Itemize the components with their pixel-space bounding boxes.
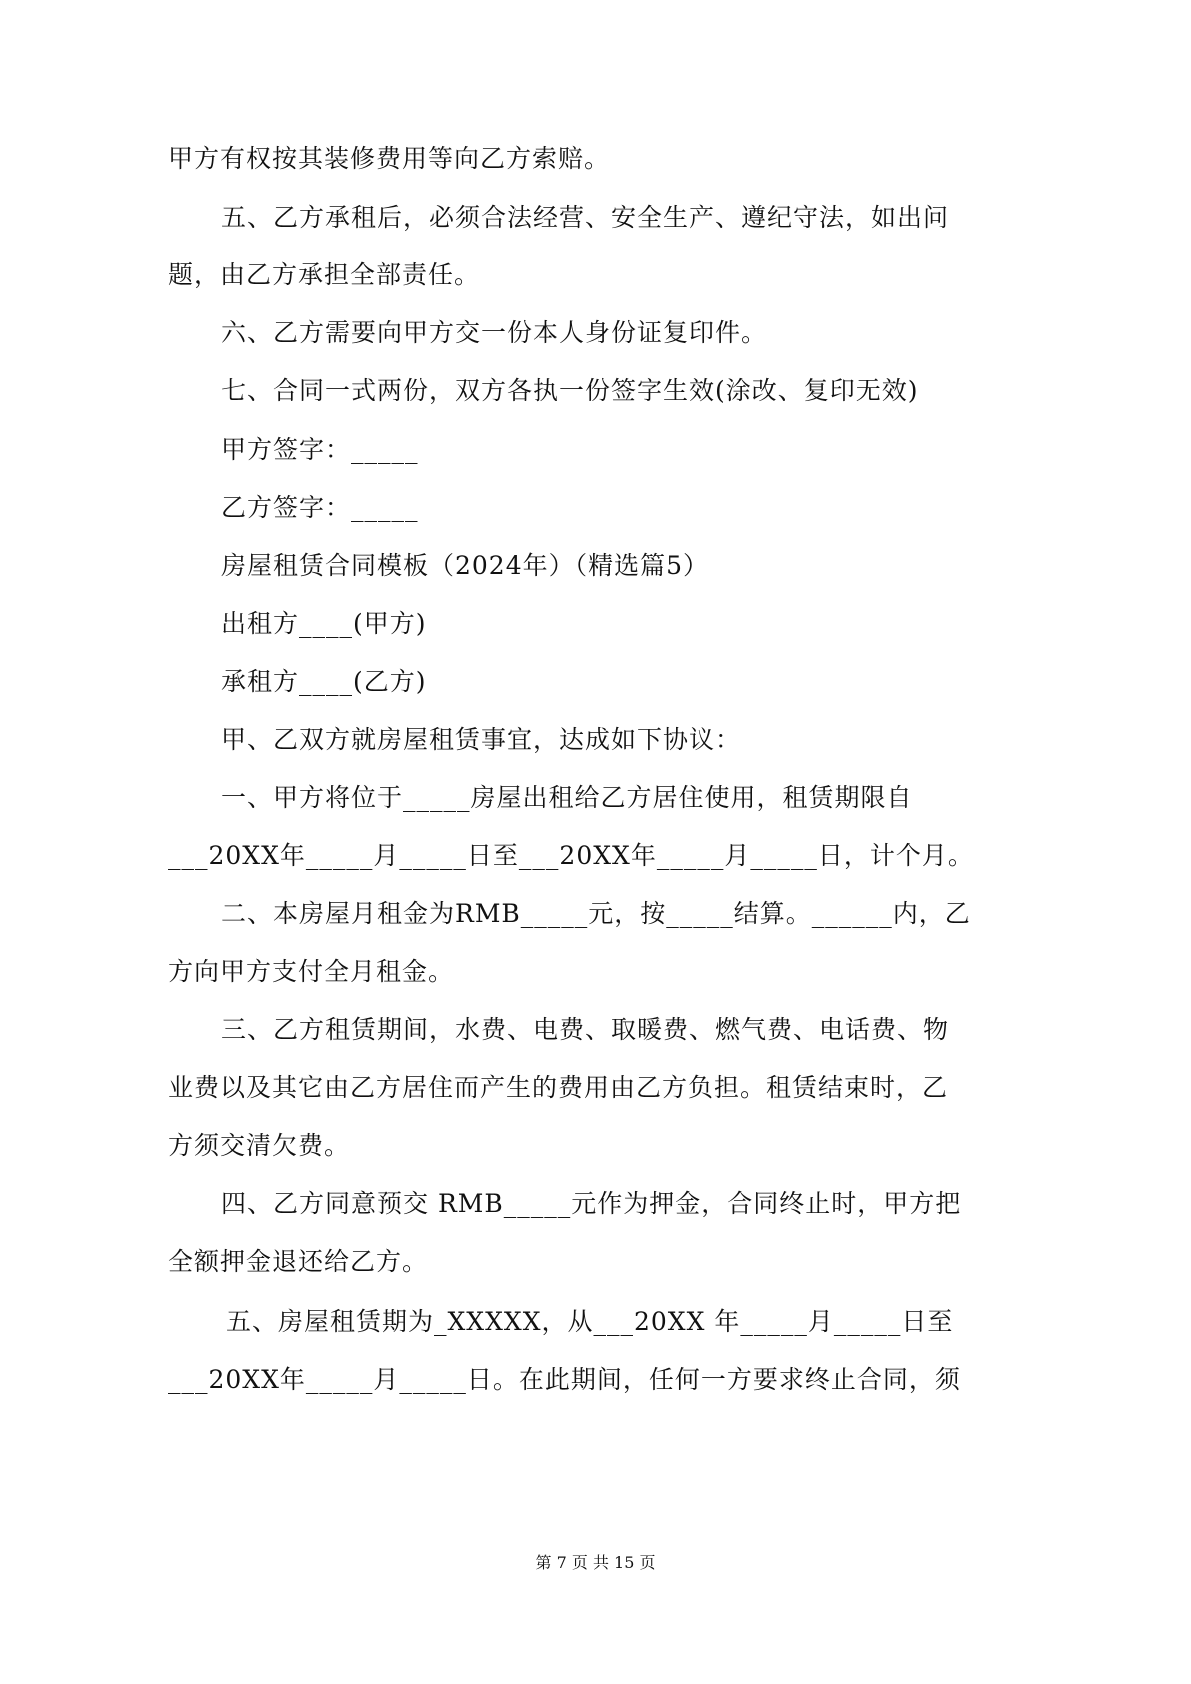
text-line: 承租方____(乙方) [221,667,427,696]
text-line: 五、乙方承租后，必须合法经营、安全生产、遵纪守法，如出问 [221,203,950,232]
text-line: 方向甲方支付全月租金。 [168,957,455,986]
section-heading: 房屋租赁合同模板（2024年）（精选篇5） [221,551,710,580]
text-line: 乙方签字：_____ [221,493,419,522]
text-line: 六、乙方需要向甲方交一份本人身份证复印件。 [221,318,768,347]
text-line: 五、房屋租赁期为_XXXXX，从___20XX 年_____月_____日至 [226,1307,954,1336]
text-line: 题，由乙方承担全部责任。 [168,260,481,289]
text-line: 二、本房屋月租金为RMB_____元，按_____结算。______内，乙 [221,899,971,928]
text-line: 甲、乙双方就房屋租赁事宜，达成如下协议： [221,725,742,754]
text-line: 四、乙方同意预交 RMB_____元作为押金，合同终止时，甲方把 [221,1189,962,1218]
text-line: ___20XX年_____月_____日。在此期间，任何一方要求终止合同，须 [168,1365,961,1394]
text-line: 甲方签字：_____ [221,435,419,464]
text-line: 七、合同一式两份，双方各执一份签字生效(涂改、复印无效) [221,376,919,405]
text-line: 一、甲方将位于_____房屋出租给乙方居住使用，租赁期限自 [221,783,913,812]
text-line: 方须交清欠费。 [168,1131,351,1160]
text-line: 全额押金退还给乙方。 [168,1247,429,1276]
text-line: 三、乙方租赁期间，水费、电费、取暖费、燃气费、电话费、物 [221,1015,950,1044]
text-line: 出租方____(甲方) [221,609,427,638]
text-line: 业费以及其它由乙方居住而产生的费用由乙方负担。租赁结束时，乙 [168,1073,949,1102]
text-line: ___20XX年_____月_____日至___20XX年_____月_____日，计个月。 [168,841,974,870]
page-footer: 第 7 页 共 15 页 [535,1553,656,1572]
text-line: 甲方有权按其装修费用等向乙方索赔。 [168,144,611,173]
